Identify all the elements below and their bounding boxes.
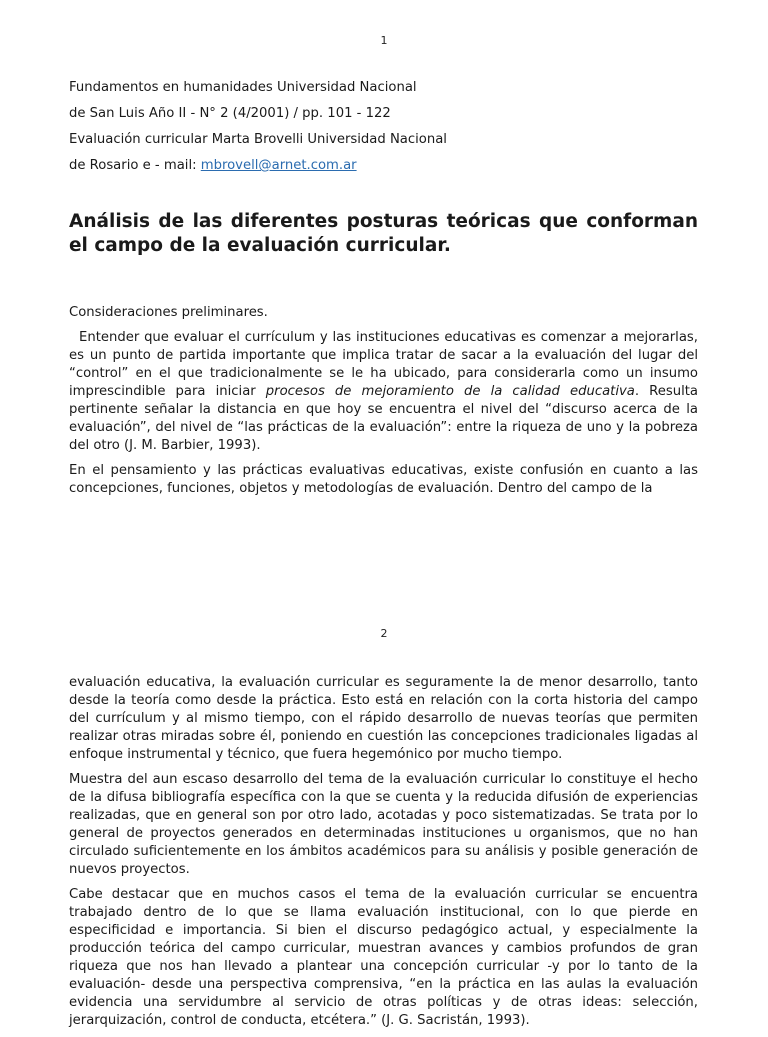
email-link[interactable]: mbrovell@arnet.com.ar xyxy=(200,158,357,173)
document-header xyxy=(69,79,709,183)
paragraph: Cabe destacar que en muchos casos el tema de la evaluación curricular se encuentra trabajado dentro de lo que se llama evaluación institucional, con lo que pierde en especificidad e importancia. Si bien el discurso pedagógico actual, y especialmente la producción teórica del campo curricular, muestran avances y cambios profundos de gran riqueza que nos han llevado a plantear una concepción curricular -y por lo tanto de la evaluación- desde una perspectiva comprensiva, “en la práctica en las aulas la evaluación evidencia una servidumbre al servicio de otras políticas y de otras ideas: selección, jerarquización, control de conducta, etcétera.” (J. G. Sacristán, 1993). xyxy=(69,887,698,1028)
header-line-4-prefix: de Rosario e - mail: xyxy=(69,158,201,173)
paragraph: En el pensamiento y las prácticas evaluativas educativas, existe confusión en cuanto a las concepciones, funciones, objetos y metodologías de evaluación. Dentro del campo de la xyxy=(69,463,698,496)
paragraph xyxy=(69,329,698,455)
header-line-3: Evaluación curricular Marta Brovelli Universidad Nacional xyxy=(69,132,447,147)
section-heading: Consideraciones preliminares. xyxy=(69,305,268,320)
paragraph: Muestra del aun escaso desarrollo del tema de la evaluación curricular lo constituye el hecho de la difusa bibliografía específica con la que se cuenta y la reducida difusión de experiencias realizadas, que en general son por otro lado, acotadas y poco sistematizadas. Se trata por lo general de proyectos generados en determinadas instituciones u organismos, que no han circulado suficientemente en los ámbitos académicos para su análisis y posible generación de nuevos proyectos. xyxy=(69,772,698,877)
page-number-2: 2 xyxy=(380,627,388,640)
page-number-1: 1 xyxy=(380,34,388,47)
page1-body xyxy=(69,304,698,505)
paragraph-text: Entender que evaluar el currículum y las instituciones educativas es comenzar a mejorarlas, es un punto de partida importante que implica tratar de sacar a la evaluación del lugar del “control” en el que tradicionalmente se le ha ubicado, para considerarla como un insumo imprescindible para iniciar xyxy=(69,330,698,399)
header-line-4 xyxy=(69,157,709,175)
page2-body xyxy=(69,674,698,1037)
header-line-1: Fundamentos en humanidades Universidad Nacional xyxy=(69,80,417,95)
paragraph-emphasis: procesos de mejoramiento de la calidad educativa xyxy=(265,384,635,399)
paragraph: evaluación educativa, la evaluación curricular es seguramente la de menor desarrollo, tanto desde la teoría como desde la práctica. Esto está en relación con la corta historia del campo del currículum y al mismo tiempo, con el rápido desarrollo de nuevas teorías que permiten realizar otras miradas sobre él, poniendo en cuestión las concepciones tradicionales ligadas al enfoque instrumental y técnico, que fuera hegemónico por mucho tiempo. xyxy=(69,675,698,762)
document-title: Análisis de las diferentes posturas teóricas que conforman el campo de la evaluación curricular. xyxy=(69,211,698,256)
paragraph-text: . Resulta pertinente señalar la distancia en que hoy se encuentra el nivel del “discurso acerca de la evaluación”, del nivel de “las prácticas de la evaluación”: entre la riqueza de uno y la pobreza del otro (J. M. Barbier, 1993). xyxy=(69,384,699,453)
header-line-2: de San Luis Año II - N° 2 (4/2001) / pp. 101 - 122 xyxy=(69,106,391,121)
